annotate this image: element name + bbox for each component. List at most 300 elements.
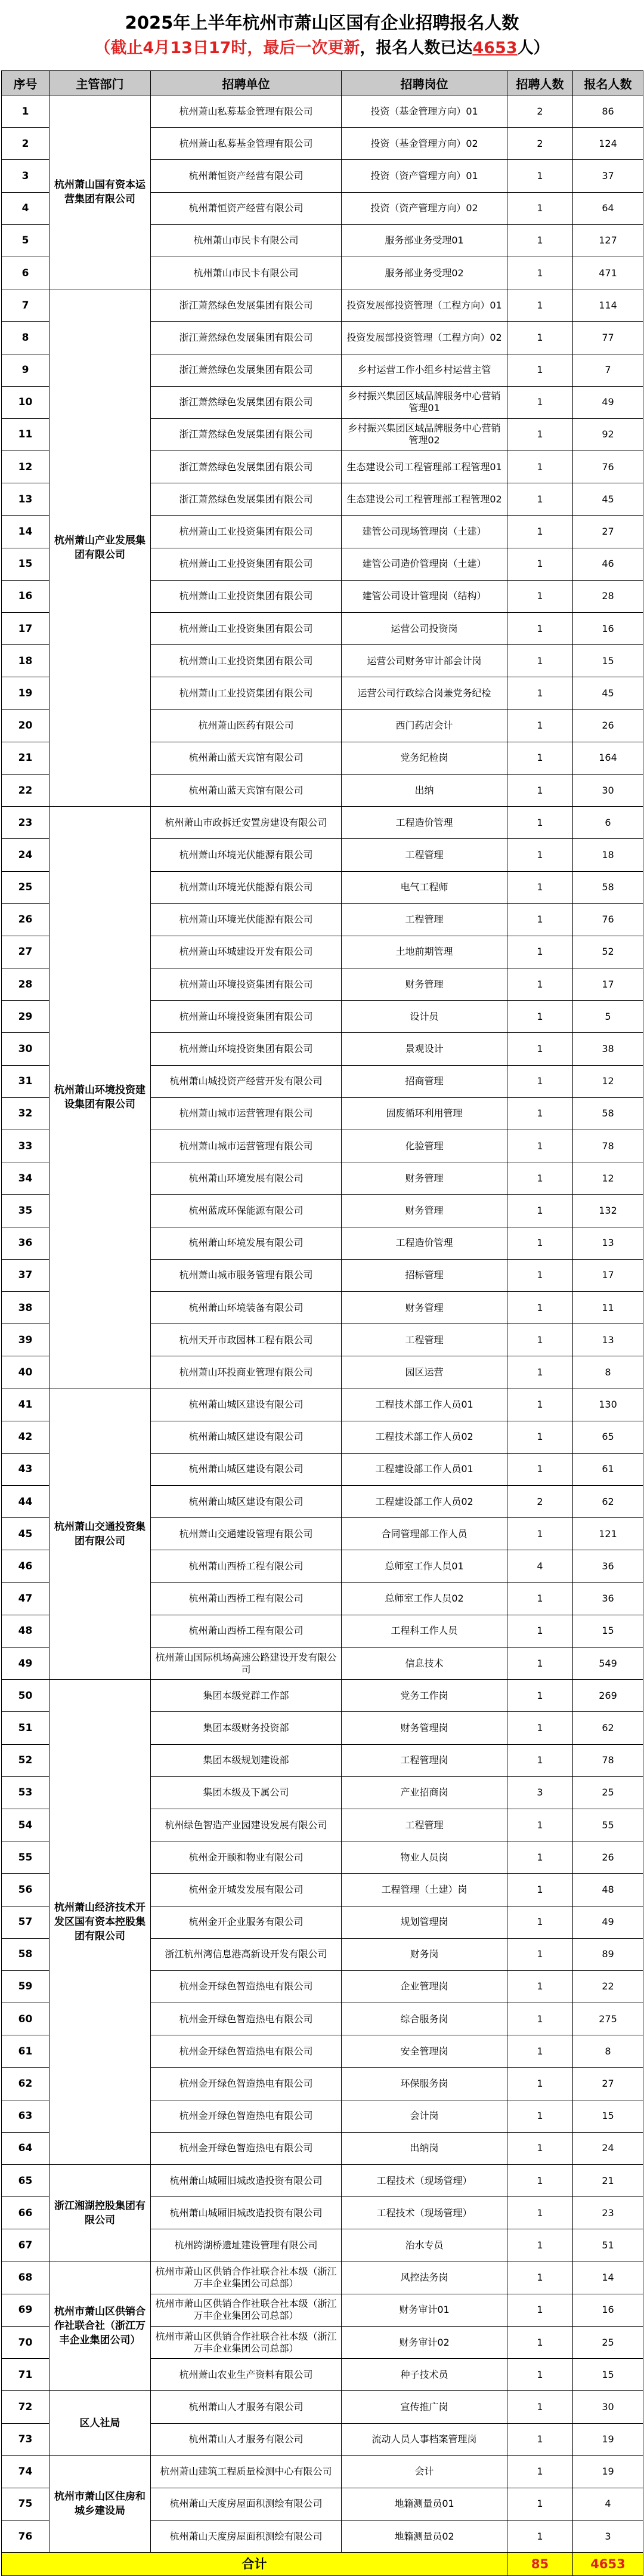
total-row bbox=[2, 2553, 643, 2576]
row-index: 69 bbox=[2, 2294, 49, 2326]
apply-count-cell: 18 bbox=[573, 839, 643, 871]
position-cell: 财务审计01 bbox=[342, 2294, 507, 2326]
hire-count-cell: 1 bbox=[507, 548, 573, 580]
apply-count-cell: 8 bbox=[573, 1356, 643, 1389]
position-cell: 物业人员岗 bbox=[342, 1841, 507, 1874]
hire-count-cell: 1 bbox=[507, 257, 573, 289]
apply-count-cell: 46 bbox=[573, 548, 643, 580]
position-cell: 工程建设部工作人员02 bbox=[342, 1486, 507, 1518]
row-index: 38 bbox=[2, 1291, 49, 1324]
hire-count-cell: 1 bbox=[507, 936, 573, 968]
position-cell: 出纳岗 bbox=[342, 2132, 507, 2164]
row-index: 60 bbox=[2, 2003, 49, 2035]
unit-cell: 杭州萧山环境装备有限公司 bbox=[151, 1291, 342, 1324]
hire-count-cell: 1 bbox=[507, 1421, 573, 1453]
unit-cell: 杭州萧山国际机场高速公路建设开发有限公司 bbox=[151, 1648, 342, 1680]
hire-count-cell: 1 bbox=[507, 613, 573, 645]
unit-cell: 杭州萧山蓝天宾馆有限公司 bbox=[151, 742, 342, 774]
hire-count-cell: 1 bbox=[507, 1874, 573, 1906]
position-cell: 化验管理 bbox=[342, 1130, 507, 1162]
position-cell: 工程技术部工作人员02 bbox=[342, 1421, 507, 1453]
position-cell: 电气工程师 bbox=[342, 871, 507, 903]
row-index: 24 bbox=[2, 839, 49, 871]
hire-count-cell: 1 bbox=[507, 1744, 573, 1776]
unit-cell: 杭州萧山工业投资集团有限公司 bbox=[151, 548, 342, 580]
hire-count-cell: 1 bbox=[507, 1809, 573, 1841]
unit-cell: 杭州金开颐和物业有限公司 bbox=[151, 1841, 342, 1874]
row-index: 50 bbox=[2, 1680, 49, 1712]
row-index: 17 bbox=[2, 613, 49, 645]
department-cell: 浙江湘湖控股集团有限公司 bbox=[49, 2165, 151, 2262]
apply-count-cell: 76 bbox=[573, 451, 643, 483]
row-index: 45 bbox=[2, 1518, 49, 1550]
apply-count-cell: 15 bbox=[573, 1615, 643, 1647]
position-cell: 生态建设公司工程管理部工程管理02 bbox=[342, 483, 507, 516]
row-index: 33 bbox=[2, 1130, 49, 1162]
apply-count-cell: 45 bbox=[573, 483, 643, 516]
hire-count-cell: 2 bbox=[507, 1486, 573, 1518]
row-index: 2 bbox=[2, 128, 49, 160]
unit-cell: 杭州萧山私募基金管理有限公司 bbox=[151, 128, 342, 160]
row-index: 13 bbox=[2, 483, 49, 516]
unit-cell: 杭州萧山环境光伏能源有限公司 bbox=[151, 839, 342, 871]
hire-count-cell: 1 bbox=[507, 1356, 573, 1389]
hire-count-cell: 1 bbox=[507, 289, 573, 322]
hire-count-cell: 3 bbox=[507, 1776, 573, 1809]
position-cell: 工程管理 bbox=[342, 839, 507, 871]
position-cell: 投资（资产管理方向）02 bbox=[342, 192, 507, 224]
row-index: 3 bbox=[2, 160, 49, 192]
position-cell: 运营公司投资岗 bbox=[342, 613, 507, 645]
row-index: 53 bbox=[2, 1776, 49, 1809]
unit-cell: 杭州萧山天度房屋面积测绘有限公司 bbox=[151, 2488, 342, 2520]
recruitment-table bbox=[1, 70, 643, 2576]
hire-count-cell: 1 bbox=[507, 2294, 573, 2326]
apply-count-cell: 275 bbox=[573, 2003, 643, 2035]
hire-count-cell: 1 bbox=[507, 1648, 573, 1680]
hire-count-cell: 1 bbox=[507, 839, 573, 871]
hire-count-cell: 1 bbox=[507, 1970, 573, 2003]
row-index: 18 bbox=[2, 645, 49, 677]
unit-cell: 集团本级规划建设部 bbox=[151, 1744, 342, 1776]
unit-cell: 浙江萧然绿色发展集团有限公司 bbox=[151, 483, 342, 516]
row-index: 44 bbox=[2, 1486, 49, 1518]
position-cell: 建管公司设计管理岗（结构） bbox=[342, 580, 507, 612]
row-index: 29 bbox=[2, 1001, 49, 1033]
position-cell: 财务管理岗 bbox=[342, 1712, 507, 1744]
position-cell: 生态建设公司工程管理部工程管理01 bbox=[342, 451, 507, 483]
apply-count-cell: 13 bbox=[573, 1324, 643, 1356]
position-cell: 设计员 bbox=[342, 1001, 507, 1033]
row-index: 22 bbox=[2, 774, 49, 806]
apply-count-cell: 55 bbox=[573, 1809, 643, 1841]
unit-cell: 杭州萧山西桥工程有限公司 bbox=[151, 1582, 342, 1615]
apply-count-cell: 62 bbox=[573, 1486, 643, 1518]
hire-count-cell: 1 bbox=[507, 516, 573, 548]
hire-count-cell: 1 bbox=[507, 1227, 573, 1259]
row-index: 31 bbox=[2, 1065, 49, 1097]
header-dept: 主管部门 bbox=[49, 71, 151, 95]
apply-count-cell: 58 bbox=[573, 1097, 643, 1130]
unit-cell: 杭州天开市政园林工程有限公司 bbox=[151, 1324, 342, 1356]
apply-count-cell: 164 bbox=[573, 742, 643, 774]
header-unit: 招聘单位 bbox=[151, 71, 342, 95]
position-cell: 工程技术部工作人员01 bbox=[342, 1389, 507, 1421]
total-label: 合计 bbox=[2, 2553, 507, 2576]
hire-count-cell: 1 bbox=[507, 1712, 573, 1744]
position-cell: 党务纪检岗 bbox=[342, 742, 507, 774]
hire-count-cell: 1 bbox=[507, 2100, 573, 2132]
row-index: 16 bbox=[2, 580, 49, 612]
position-cell: 安全管理岗 bbox=[342, 2035, 507, 2068]
hire-count-cell: 1 bbox=[507, 2391, 573, 2423]
unit-cell: 杭州萧山工业投资集团有限公司 bbox=[151, 645, 342, 677]
row-index: 59 bbox=[2, 1970, 49, 2003]
row-index: 23 bbox=[2, 807, 49, 839]
hire-count-cell: 1 bbox=[507, 354, 573, 386]
apply-count-cell: 16 bbox=[573, 613, 643, 645]
row-index: 8 bbox=[2, 322, 49, 354]
table-row bbox=[2, 807, 643, 839]
unit-cell: 杭州市萧山区供销合作社联合社本级（浙江万丰企业集团公司总部） bbox=[151, 2262, 342, 2294]
hire-count-cell: 1 bbox=[507, 1097, 573, 1130]
unit-cell: 集团本级及下属公司 bbox=[151, 1776, 342, 1809]
hire-count-cell: 1 bbox=[507, 1518, 573, 1550]
apply-count-cell: 37 bbox=[573, 160, 643, 192]
row-index: 47 bbox=[2, 1582, 49, 1615]
apply-count-cell: 17 bbox=[573, 1259, 643, 1291]
row-index: 51 bbox=[2, 1712, 49, 1744]
department-cell: 杭州萧山环境投资建设集团有限公司 bbox=[49, 807, 151, 1389]
apply-count-cell: 23 bbox=[573, 2197, 643, 2229]
apply-count-cell: 19 bbox=[573, 2455, 643, 2488]
unit-cell: 杭州金开绿色智造热电有限公司 bbox=[151, 2068, 342, 2100]
row-index: 4 bbox=[2, 192, 49, 224]
unit-cell: 杭州萧山城市运营管理有限公司 bbox=[151, 1130, 342, 1162]
unit-cell: 杭州萧恒资产经营有限公司 bbox=[151, 192, 342, 224]
position-cell: 合同管理部工作人员 bbox=[342, 1518, 507, 1550]
apply-count-cell: 77 bbox=[573, 322, 643, 354]
unit-cell: 杭州萧山城市运营管理有限公司 bbox=[151, 1097, 342, 1130]
position-cell: 工程科工作人员 bbox=[342, 1615, 507, 1647]
hire-count-cell: 1 bbox=[507, 2326, 573, 2358]
total-apply: 4653 bbox=[573, 2553, 643, 2576]
table-row bbox=[2, 2455, 643, 2488]
unit-cell: 杭州萧山环投商业管理有限公司 bbox=[151, 1356, 342, 1389]
position-cell: 财务管理 bbox=[342, 1195, 507, 1227]
unit-cell: 杭州萧山天度房屋面积测绘有限公司 bbox=[151, 2521, 342, 2553]
row-index: 39 bbox=[2, 1324, 49, 1356]
unit-cell: 杭州金开绿色智造热电有限公司 bbox=[151, 2132, 342, 2164]
row-index: 61 bbox=[2, 2035, 49, 2068]
row-index: 70 bbox=[2, 2326, 49, 2358]
row-index: 21 bbox=[2, 742, 49, 774]
position-cell: 出纳 bbox=[342, 774, 507, 806]
unit-cell: 浙江萧然绿色发展集团有限公司 bbox=[151, 289, 342, 322]
hire-count-cell: 1 bbox=[507, 322, 573, 354]
unit-cell: 杭州萧山环境投资集团有限公司 bbox=[151, 968, 342, 1001]
row-index: 37 bbox=[2, 1259, 49, 1291]
position-cell: 财务管理 bbox=[342, 1162, 507, 1195]
position-cell: 建管公司造价管理岗（土建） bbox=[342, 548, 507, 580]
department-cell: 杭州市萧山区供销合作社联合社（浙江万丰企业集团公司） bbox=[49, 2262, 151, 2391]
row-index: 75 bbox=[2, 2488, 49, 2520]
unit-cell: 杭州萧山蓝天宾馆有限公司 bbox=[151, 774, 342, 806]
apply-count-cell: 25 bbox=[573, 2326, 643, 2358]
row-index: 56 bbox=[2, 1874, 49, 1906]
position-cell: 土地前期管理 bbox=[342, 936, 507, 968]
unit-cell: 杭州萧山农业生产资料有限公司 bbox=[151, 2359, 342, 2391]
hire-count-cell: 1 bbox=[507, 2262, 573, 2294]
row-index: 72 bbox=[2, 2391, 49, 2423]
apply-count-cell: 132 bbox=[573, 1195, 643, 1227]
apply-count-cell: 5 bbox=[573, 1001, 643, 1033]
unit-cell: 杭州萧山西桥工程有限公司 bbox=[151, 1550, 342, 1582]
row-index: 62 bbox=[2, 2068, 49, 2100]
position-cell: 乡村运营工作小组乡村运营主管 bbox=[342, 354, 507, 386]
apply-count-cell: 12 bbox=[573, 1065, 643, 1097]
hire-count-cell: 1 bbox=[507, 160, 573, 192]
department-cell: 杭州萧山交通投资集团有限公司 bbox=[49, 1389, 151, 1680]
apply-count-cell: 471 bbox=[573, 257, 643, 289]
hire-count-cell: 1 bbox=[507, 1065, 573, 1097]
row-index: 15 bbox=[2, 548, 49, 580]
department-cell: 杭州萧山产业发展集团有限公司 bbox=[49, 289, 151, 807]
row-index: 6 bbox=[2, 257, 49, 289]
apply-count-cell: 48 bbox=[573, 1874, 643, 1906]
header-apply-count: 报名人数 bbox=[573, 71, 643, 95]
table-row bbox=[2, 2391, 643, 2423]
apply-count-cell: 49 bbox=[573, 386, 643, 418]
row-index: 66 bbox=[2, 2197, 49, 2229]
table-row bbox=[2, 95, 643, 128]
hire-count-cell: 1 bbox=[507, 677, 573, 709]
unit-cell: 杭州萧山医药有限公司 bbox=[151, 709, 342, 742]
apply-count-cell: 15 bbox=[573, 2100, 643, 2132]
row-index: 28 bbox=[2, 968, 49, 1001]
hire-count-cell: 1 bbox=[507, 1841, 573, 1874]
row-index: 40 bbox=[2, 1356, 49, 1389]
position-cell: 投资（基金管理方向）01 bbox=[342, 95, 507, 128]
position-cell: 宣传推广岗 bbox=[342, 2391, 507, 2423]
apply-count-cell: 24 bbox=[573, 2132, 643, 2164]
row-index: 67 bbox=[2, 2229, 49, 2262]
apply-count-cell: 45 bbox=[573, 677, 643, 709]
hire-count-cell: 1 bbox=[507, 1195, 573, 1227]
apply-count-cell: 13 bbox=[573, 1227, 643, 1259]
hire-count-cell: 1 bbox=[507, 903, 573, 936]
hire-count-cell: 1 bbox=[507, 386, 573, 418]
position-cell: 党务工作岗 bbox=[342, 1680, 507, 1712]
unit-cell: 杭州萧山工业投资集团有限公司 bbox=[151, 516, 342, 548]
row-index: 76 bbox=[2, 2521, 49, 2553]
apply-count-cell: 25 bbox=[573, 1776, 643, 1809]
hire-count-cell: 1 bbox=[507, 968, 573, 1001]
row-index: 14 bbox=[2, 516, 49, 548]
unit-cell: 杭州市萧山区供销合作社联合社本级（浙江万丰企业集团公司总部） bbox=[151, 2294, 342, 2326]
position-cell: 乡村振兴集团区域品牌服务中心营销管理02 bbox=[342, 418, 507, 451]
position-cell: 风控法务岗 bbox=[342, 2262, 507, 2294]
row-index: 74 bbox=[2, 2455, 49, 2488]
apply-count-cell: 19 bbox=[573, 2423, 643, 2455]
position-cell: 投资发展部投资管理（工程方向）02 bbox=[342, 322, 507, 354]
unit-cell: 浙江萧然绿色发展集团有限公司 bbox=[151, 354, 342, 386]
row-index: 43 bbox=[2, 1453, 49, 1485]
position-cell: 信息技术 bbox=[342, 1648, 507, 1680]
hire-count-cell: 1 bbox=[507, 1453, 573, 1485]
row-index: 58 bbox=[2, 1938, 49, 1970]
unit-cell: 杭州萧山人才服务有限公司 bbox=[151, 2391, 342, 2423]
position-cell: 工程管理 bbox=[342, 903, 507, 936]
position-cell: 企业管理岗 bbox=[342, 1970, 507, 2003]
hire-count-cell: 1 bbox=[507, 709, 573, 742]
apply-count-cell: 114 bbox=[573, 289, 643, 322]
position-cell: 财务管理 bbox=[342, 1291, 507, 1324]
apply-count-cell: 17 bbox=[573, 968, 643, 1001]
position-cell: 园区运营 bbox=[342, 1356, 507, 1389]
position-cell: 规划管理岗 bbox=[342, 1906, 507, 1938]
unit-cell: 浙江萧然绿色发展集团有限公司 bbox=[151, 451, 342, 483]
hire-count-cell: 2 bbox=[507, 128, 573, 160]
unit-cell: 杭州金开绿色智造热电有限公司 bbox=[151, 2100, 342, 2132]
position-cell: 工程管理（土建）岗 bbox=[342, 1874, 507, 1906]
apply-count-cell: 127 bbox=[573, 224, 643, 257]
position-cell: 会计岗 bbox=[342, 2100, 507, 2132]
apply-count-cell: 30 bbox=[573, 2391, 643, 2423]
table-row bbox=[2, 1680, 643, 1712]
apply-count-cell: 64 bbox=[573, 192, 643, 224]
apply-count-cell: 121 bbox=[573, 1518, 643, 1550]
unit-cell: 杭州萧恒资产经营有限公司 bbox=[151, 160, 342, 192]
unit-cell: 杭州萧山城区建设有限公司 bbox=[151, 1453, 342, 1485]
hire-count-cell: 1 bbox=[507, 2359, 573, 2391]
subtitle-deadline: 截止4月13日17时，最后一次更新 bbox=[110, 39, 360, 57]
row-index: 11 bbox=[2, 418, 49, 451]
title-block bbox=[0, 0, 644, 70]
position-cell: 工程管理 bbox=[342, 1809, 507, 1841]
position-cell: 西门药店会计 bbox=[342, 709, 507, 742]
apply-count-cell: 4 bbox=[573, 2488, 643, 2520]
row-index: 19 bbox=[2, 677, 49, 709]
hire-count-cell: 1 bbox=[507, 2132, 573, 2164]
hire-count-cell: 1 bbox=[507, 2068, 573, 2100]
apply-count-cell: 22 bbox=[573, 1970, 643, 2003]
hire-count-cell: 1 bbox=[507, 192, 573, 224]
position-cell: 景观设计 bbox=[342, 1033, 507, 1065]
hire-count-cell: 1 bbox=[507, 1259, 573, 1291]
apply-count-cell: 15 bbox=[573, 645, 643, 677]
row-index: 52 bbox=[2, 1744, 49, 1776]
apply-count-cell: 28 bbox=[573, 580, 643, 612]
hire-count-cell: 1 bbox=[507, 871, 573, 903]
hire-count-cell: 1 bbox=[507, 483, 573, 516]
row-index: 36 bbox=[2, 1227, 49, 1259]
position-cell: 工程管理岗 bbox=[342, 1744, 507, 1776]
hire-count-cell: 1 bbox=[507, 2488, 573, 2520]
unit-cell: 集团本级党群工作部 bbox=[151, 1680, 342, 1712]
header-hire-count: 招聘人数 bbox=[507, 71, 573, 95]
row-index: 7 bbox=[2, 289, 49, 322]
row-index: 55 bbox=[2, 1841, 49, 1874]
apply-count-cell: 61 bbox=[573, 1453, 643, 1485]
unit-cell: 杭州萧山工业投资集团有限公司 bbox=[151, 677, 342, 709]
page-subtitle bbox=[0, 35, 644, 58]
apply-count-cell: 124 bbox=[573, 128, 643, 160]
hire-count-cell: 1 bbox=[507, 451, 573, 483]
row-index: 32 bbox=[2, 1097, 49, 1130]
position-cell: 工程管理 bbox=[342, 1324, 507, 1356]
row-index: 25 bbox=[2, 871, 49, 903]
position-cell: 运营公司行政综合岗兼党务纪检 bbox=[342, 677, 507, 709]
hire-count-cell: 1 bbox=[507, 1906, 573, 1938]
unit-cell: 杭州蓝成环保能源有限公司 bbox=[151, 1195, 342, 1227]
position-cell: 综合服务岗 bbox=[342, 2003, 507, 2035]
department-cell: 杭州萧山国有资本运营集团有限公司 bbox=[49, 95, 151, 289]
apply-count-cell: 58 bbox=[573, 871, 643, 903]
position-cell: 财务审计02 bbox=[342, 2326, 507, 2358]
apply-count-cell: 7 bbox=[573, 354, 643, 386]
hire-count-cell: 1 bbox=[507, 2229, 573, 2262]
hire-count-cell: 1 bbox=[507, 774, 573, 806]
apply-count-cell: 27 bbox=[573, 516, 643, 548]
header-position: 招聘岗位 bbox=[342, 71, 507, 95]
position-cell: 建管公司现场管理岗（土建） bbox=[342, 516, 507, 548]
apply-count-cell: 92 bbox=[573, 418, 643, 451]
apply-count-cell: 86 bbox=[573, 95, 643, 128]
position-cell: 财务岗 bbox=[342, 1938, 507, 1970]
row-index: 65 bbox=[2, 2165, 49, 2197]
apply-count-cell: 11 bbox=[573, 1291, 643, 1324]
hire-count-cell: 1 bbox=[507, 1001, 573, 1033]
position-cell: 服务部业务受理02 bbox=[342, 257, 507, 289]
position-cell: 工程建设部工作人员01 bbox=[342, 1453, 507, 1485]
hire-count-cell: 1 bbox=[507, 1291, 573, 1324]
hire-count-cell: 1 bbox=[507, 2423, 573, 2455]
table-row bbox=[2, 2165, 643, 2197]
hire-count-cell: 1 bbox=[507, 807, 573, 839]
unit-cell: 杭州萧山环境发展有限公司 bbox=[151, 1227, 342, 1259]
unit-cell: 杭州萧山城区建设有限公司 bbox=[151, 1421, 342, 1453]
row-index: 42 bbox=[2, 1421, 49, 1453]
apply-count-cell: 8 bbox=[573, 2035, 643, 2068]
table-row bbox=[2, 1389, 643, 1421]
apply-count-cell: 26 bbox=[573, 1841, 643, 1874]
apply-count-cell: 130 bbox=[573, 1389, 643, 1421]
apply-count-cell: 36 bbox=[573, 1582, 643, 1615]
row-index: 57 bbox=[2, 1906, 49, 1938]
position-cell: 固废循环利用管理 bbox=[342, 1097, 507, 1130]
unit-cell: 杭州萧山市民卡有限公司 bbox=[151, 257, 342, 289]
unit-cell: 杭州金开城发发展有限公司 bbox=[151, 1874, 342, 1906]
row-index: 68 bbox=[2, 2262, 49, 2294]
unit-cell: 杭州萧山工业投资集团有限公司 bbox=[151, 580, 342, 612]
position-cell: 财务管理 bbox=[342, 968, 507, 1001]
hire-count-cell: 1 bbox=[507, 1130, 573, 1162]
unit-cell: 杭州萧山城投资产经营开发有限公司 bbox=[151, 1065, 342, 1097]
hire-count-cell: 1 bbox=[507, 1162, 573, 1195]
position-cell: 招商管理 bbox=[342, 1065, 507, 1097]
position-cell: 工程技术（现场管理） bbox=[342, 2197, 507, 2229]
hire-count-cell: 1 bbox=[507, 1389, 573, 1421]
row-index: 73 bbox=[2, 2423, 49, 2455]
position-cell: 乡村振兴集团区域品牌服务中心营销管理01 bbox=[342, 386, 507, 418]
hire-count-cell: 1 bbox=[507, 645, 573, 677]
unit-cell: 杭州萧山环境投资集团有限公司 bbox=[151, 1033, 342, 1065]
row-index: 63 bbox=[2, 2100, 49, 2132]
row-index: 20 bbox=[2, 709, 49, 742]
table-header-row bbox=[2, 71, 643, 95]
unit-cell: 杭州萧山城厢旧城改造投资有限公司 bbox=[151, 2197, 342, 2229]
